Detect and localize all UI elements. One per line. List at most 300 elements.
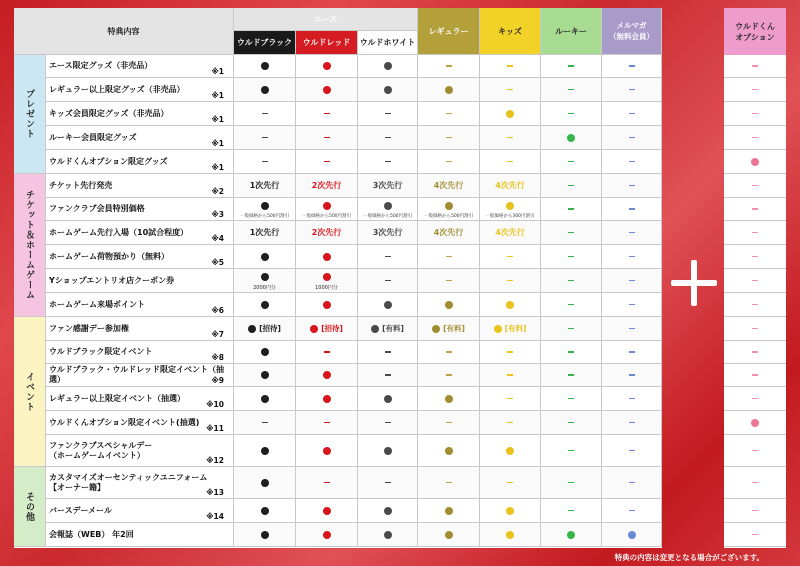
cell-option [724,341,786,364]
cell-mail [602,467,662,499]
mark-dash [568,351,574,353]
mark-dash [568,304,574,306]
mark-dot [445,202,453,210]
mark-dot [445,395,453,403]
cell-regular [418,102,480,126]
cell-kids [480,523,541,547]
mark-dot [261,507,269,515]
cell-regular [418,364,480,387]
coupon-amount: 1000円分 [315,285,338,291]
feature-row-label: キッズ会員限定グッズ（非売品） ※1 [46,102,234,126]
mark-dash [752,450,758,452]
cell-white [358,126,418,150]
feature-row-label: チケット先行発売 ※2 [46,174,234,198]
mark-dash [385,351,391,353]
cell-kids [480,499,541,523]
footnote-ref: ※9 [211,376,224,385]
cell-mail [602,174,662,198]
cell-option [724,221,786,245]
mark-dash [446,280,452,282]
cell-kids [480,341,541,364]
mark-dot [323,371,331,379]
footnote-ref: ※3 [211,210,224,219]
cell-white [358,245,418,269]
mark-dot [506,202,514,210]
mark-dash [446,351,452,353]
mark-dash [752,510,758,512]
tier-header-regular: レギュラー [418,8,480,55]
feature-row-label: ファン感謝デー参加権 ※7 [46,317,234,341]
ticket-priority: 1次先行 [249,181,280,190]
feature-row-label: カスタマイズオーセンティックユニフォーム 【オーナー籍】 ※13 [46,467,234,499]
cell-option [724,126,786,150]
cell-kids [480,174,541,198]
cell-red [296,499,358,523]
mark-dot [261,86,269,94]
cell-black [234,126,296,150]
mark-dash [568,161,574,163]
mark-dot [261,371,269,379]
mark-dash [507,65,513,67]
mark-dash [385,280,391,282]
cell-black [234,245,296,269]
mark-dot [323,507,331,515]
cell-white [358,174,418,198]
mark-dot [567,531,575,539]
cell-regular [418,174,480,198]
mark-dot [506,531,514,539]
cell-mail [602,499,662,523]
mark-dash [629,510,635,512]
mark-dash [385,422,391,424]
mark-dash [752,351,758,353]
mark-dot [384,301,392,309]
cell-regular [418,55,480,78]
mark-dash [446,374,452,376]
footnote-ref: ※1 [211,163,224,172]
cell-white [358,150,418,174]
cell-red [296,198,358,221]
ticket-priority: 2次先行 [311,181,342,190]
discount-note: 一般価格から500円割引 [362,214,413,219]
mark-dot [261,273,269,281]
cell-rookie [541,364,602,387]
tier-header-rookie: ルーキー [541,8,602,55]
feature-row-label: ルーキー会員限定グッズ ※1 [46,126,234,150]
mark-dash [507,137,513,139]
mark-dash [385,482,391,484]
mark-dot [628,531,636,539]
cell-rookie [541,523,602,547]
mark-dash [324,137,330,139]
feature-header: 特典内容 [14,8,234,55]
footnote-ref: ※13 [206,488,224,497]
option-column [724,8,786,548]
mark-dash [507,351,513,353]
mark-dash [752,89,758,91]
mark-dot [432,325,440,333]
feature-row-label: ファンクラブ会員特別価格 ※3 [46,198,234,221]
cell-regular [418,293,480,317]
cell-black [234,221,296,245]
cell-option [724,411,786,435]
cell-red [296,269,358,293]
mark-dot [506,447,514,455]
mark-dot [567,134,575,142]
cell-kids [480,293,541,317]
mark-dash [752,398,758,400]
category-present: プレゼント [14,55,46,174]
mark-dash [446,256,452,258]
mark-dash [629,137,635,139]
mark-dash [446,161,452,163]
feature-row-label: ウルドくんオプション限定グッズ ※1 [46,150,234,174]
mark-dot [261,395,269,403]
cell-rookie [541,221,602,245]
category-other: その他 [14,467,46,547]
feature-row-label: バースデーメール ※14 [46,499,234,523]
cell-option [724,150,786,174]
mark-dot [261,301,269,309]
cell-white [358,387,418,411]
mark-dash [629,422,635,424]
mark-dot [384,531,392,539]
mark-dash [568,232,574,234]
cell-red [296,245,358,269]
feature-row-label: 会報誌（WEB） 年2回 [46,523,234,547]
cell-rookie [541,387,602,411]
cell-white [358,467,418,499]
mark-dash [752,137,758,139]
cell-rookie [541,55,602,78]
cell-regular [418,467,480,499]
cell-mail [602,387,662,411]
cell-black [234,102,296,126]
cell-kids [480,269,541,293]
footnote-ref: ※1 [211,67,224,76]
cell-white [358,102,418,126]
footnote-ref: ※1 [211,91,224,100]
mark-dot [384,202,392,210]
footnote-ref: ※8 [211,353,224,362]
mark-dot [323,395,331,403]
footnote-ref: ※1 [211,115,224,124]
mark-dash [752,280,758,282]
feature-row-label: Yショップエントリオ店クーポン券 [46,269,234,293]
tier-header-mail: メルマガ （無料会員） [602,8,662,55]
mark-dash [446,113,452,115]
mark-dot [445,447,453,455]
cell-rookie [541,341,602,364]
mark-dash [507,482,513,484]
cell-white [358,523,418,547]
ticket-priority: 4次先行 [495,181,525,190]
mark-dot [323,273,331,281]
participation-type: [有料] [382,324,404,333]
mark-dash [446,65,452,67]
feature-row-label: ウルドブラック限定イベント ※8 [46,341,234,364]
mark-dot [261,348,269,356]
cell-white [358,317,418,341]
cell-red [296,317,358,341]
discount-note: 一般価格から500円割引 [423,214,474,219]
cell-mail [602,523,662,547]
footnote-ref: ※4 [211,234,224,243]
cell-kids [480,150,541,174]
cell-mail [602,435,662,467]
cell-black [234,174,296,198]
mark-dot [310,325,318,333]
mark-dash [629,65,635,67]
cell-white [358,55,418,78]
mark-dash [324,482,330,484]
cell-black [234,411,296,435]
cell-regular [418,499,480,523]
cell-kids [480,78,541,102]
mark-dash [385,113,391,115]
mark-dash [629,351,635,353]
cell-regular [418,317,480,341]
cell-red [296,341,358,364]
cell-regular [418,78,480,102]
cell-mail [602,317,662,341]
cell-regular [418,150,480,174]
mark-dash [752,304,758,306]
participation-type: [招待] [259,324,281,333]
mark-dot [384,62,392,70]
footnote-ref: ※1 [211,139,224,148]
mark-dash [385,256,391,258]
cell-white [358,341,418,364]
cell-option [724,55,786,78]
mark-dot [261,447,269,455]
cell-option [724,364,786,387]
cell-rookie [541,78,602,102]
cell-mail [602,221,662,245]
mark-dash [507,280,513,282]
mark-dash [752,482,758,484]
mark-dash [446,422,452,424]
cell-kids [480,102,541,126]
cell-red [296,126,358,150]
footnote-ref: ※11 [206,424,224,433]
mark-dash [385,374,391,376]
cell-rookie [541,499,602,523]
participation-type: [有料] [443,324,465,333]
ticket-priority: 4次先行 [495,228,525,237]
cell-red [296,467,358,499]
cell-white [358,198,418,221]
mark-dash [629,89,635,91]
cell-option [724,467,786,499]
cell-regular [418,245,480,269]
tier-header-white: ウルドホワイト [358,31,418,55]
mark-dash [568,280,574,282]
mark-dot [384,395,392,403]
cell-black [234,293,296,317]
discount-note: 一般価格から500円割引 [301,214,352,219]
tier-header-kids: キッズ [480,8,541,55]
mark-dot [261,253,269,261]
ticket-priority: 2次先行 [311,228,342,237]
mark-dash [752,232,758,234]
mark-dash [629,185,635,187]
cell-rookie [541,435,602,467]
mark-dot [323,62,331,70]
mark-dot [445,507,453,515]
cell-black [234,341,296,364]
cell-red [296,293,358,317]
mark-dot [506,301,514,309]
feature-row-label: ホームゲーム先行入場（10試合程度） ※4 [46,221,234,245]
cell-black [234,78,296,102]
cell-option [724,435,786,467]
cell-option [724,174,786,198]
mark-dot [261,62,269,70]
cell-white [358,364,418,387]
cell-white [358,499,418,523]
mark-dash [568,65,574,67]
mark-dash [262,161,268,163]
mark-dash [568,374,574,376]
cell-regular [418,269,480,293]
footnote-ref: ※14 [206,512,224,521]
participation-type: [有料] [504,324,527,333]
cell-option [724,102,786,126]
footnote-ref: ※5 [211,258,224,267]
cell-rookie [541,467,602,499]
mark-dash [568,510,574,512]
cell-mail [602,78,662,102]
cell-white [358,269,418,293]
cell-mail [602,411,662,435]
mark-dash [752,65,758,67]
feature-row-label: ウルドくんオプション限定イベント(抽選) ※11 [46,411,234,435]
mark-dash [752,113,758,115]
cell-rookie [541,269,602,293]
benefits-table [14,8,662,548]
mark-dot [445,301,453,309]
mark-dot [261,531,269,539]
cell-option [724,78,786,102]
mark-dot [445,531,453,539]
cell-red [296,221,358,245]
mark-dash [507,374,513,376]
mark-dash [629,482,635,484]
mark-dot [506,110,514,118]
mark-dash [568,208,574,210]
cell-regular [418,523,480,547]
footnote-ref: ※6 [211,306,224,315]
mark-dash [568,328,574,330]
cell-white [358,293,418,317]
cell-option [724,499,786,523]
category-ticket-homegame: チケット＆ホームゲーム [14,174,46,317]
feature-row-label: レギュラー以上限定グッズ（非売品） ※1 [46,78,234,102]
mark-dash [568,450,574,452]
mark-dash [262,422,268,424]
cell-kids [480,221,541,245]
ticket-priority: 4次先行 [433,228,464,237]
mark-dash [629,113,635,115]
cell-regular [418,221,480,245]
cell-regular [418,126,480,150]
mark-dash [568,89,574,91]
footnote-ref: ※10 [206,400,224,409]
mark-dash [385,161,391,163]
mark-dot [323,447,331,455]
mark-dot [384,447,392,455]
mark-dash [752,374,758,376]
cell-black [234,364,296,387]
feature-row-label: エース限定グッズ（非売品） ※1 [46,55,234,78]
cell-regular [418,435,480,467]
discount-note: 一般価格から500円割引 [239,214,290,219]
mark-dash [507,256,513,258]
mark-dash [507,161,513,163]
participation-type: [招待] [321,324,343,333]
mark-dot [323,253,331,261]
mark-dash [324,351,330,353]
cell-rookie [541,293,602,317]
mark-dash [568,482,574,484]
cell-option [724,198,786,221]
cell-kids [480,198,541,221]
cell-kids [480,245,541,269]
cell-mail [602,293,662,317]
mark-dot [261,202,269,210]
cell-rookie [541,411,602,435]
cell-kids [480,55,541,78]
mark-dash [629,450,635,452]
cell-rookie [541,126,602,150]
cell-kids [480,467,541,499]
cell-red [296,102,358,126]
discount-note: 一般価格から300円割引 [485,214,535,219]
cell-white [358,221,418,245]
cell-option [724,293,786,317]
mark-dot [384,507,392,515]
mark-dash [446,482,452,484]
cell-red [296,364,358,387]
mark-dash [324,161,330,163]
mark-dash [752,185,758,187]
ticket-priority: 4次先行 [433,181,464,190]
mark-dot [751,419,759,427]
cell-mail [602,245,662,269]
cell-black [234,198,296,221]
mark-dot [445,86,453,94]
mark-dash [752,256,758,258]
cell-option [724,317,786,341]
tier-header-option: ウルドくん オプション [724,8,786,55]
mark-dash [324,422,330,424]
feature-row-label: ファンクラブスペシャルデー （ホームゲームイベント） ※12 [46,435,234,467]
cell-kids [480,126,541,150]
cell-black [234,499,296,523]
cell-mail [602,102,662,126]
cell-black [234,317,296,341]
cell-red [296,150,358,174]
mark-dash [752,534,758,536]
mark-dot [323,301,331,309]
cell-kids [480,317,541,341]
mark-dash [568,398,574,400]
cell-regular [418,411,480,435]
feature-row-label: ホームゲーム来場ポイント ※6 [46,293,234,317]
mark-dash [507,422,513,424]
cell-black [234,387,296,411]
